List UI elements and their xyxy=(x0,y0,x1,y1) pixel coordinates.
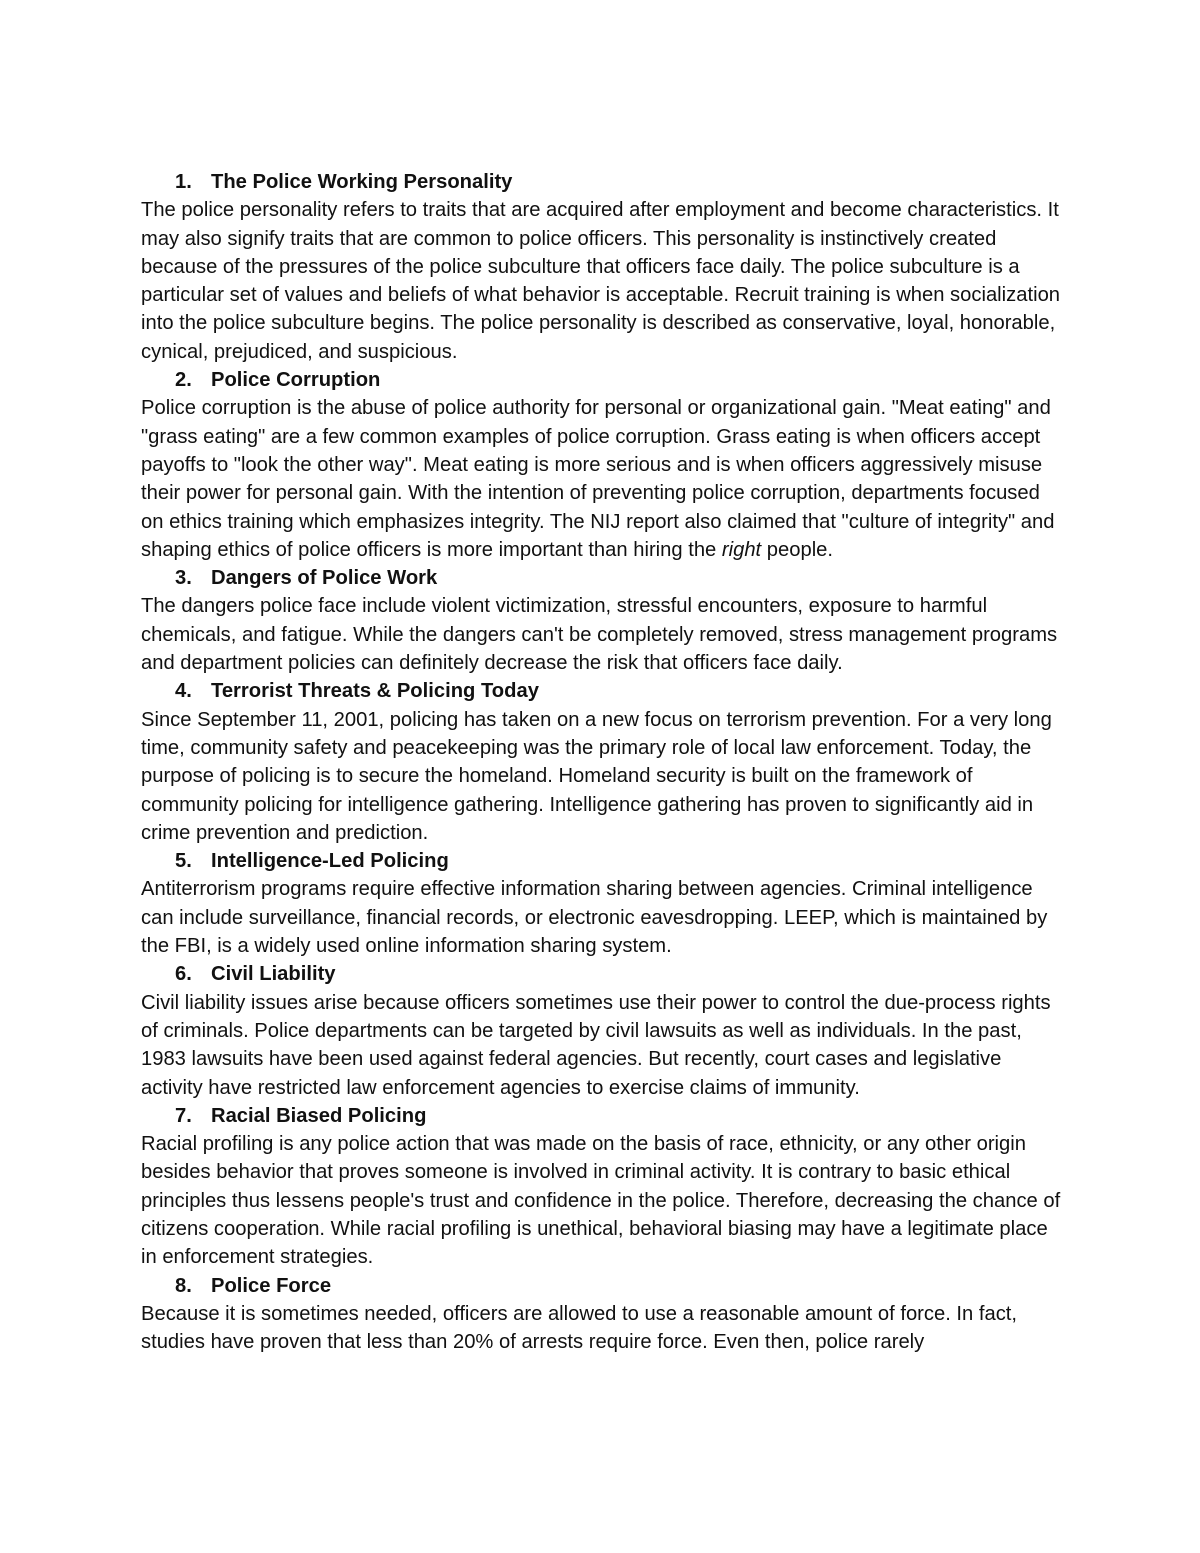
paragraph-text: Police corruption is the abuse of police authority for personal or organizational gain. "Meat eating" and "grass eating" are a few common examples of police corruption. Grass eating is when officers accept payoffs to "look the other way". Meat eating is more serious and is when officers aggressively misuse their power for personal gain. With the intention of preventing police corruption, departments focused on ethics training which emphasizes integrity. The NIJ report also claimed that "culture of integrity" and shaping ethics of police officers is more important than hiring the xyxy=(141,397,1055,561)
section-title: Police Corruption xyxy=(211,369,381,392)
section-number: 8. xyxy=(175,1274,192,1297)
section-heading xyxy=(141,366,1066,394)
section-number: 6. xyxy=(175,963,192,986)
section-title: Racial Biased Policing xyxy=(211,1104,427,1127)
section-title: Police Force xyxy=(211,1274,332,1297)
section-number: 3. xyxy=(175,567,192,590)
paragraph-text: people. xyxy=(761,538,834,561)
section-heading xyxy=(141,1272,1066,1300)
section-title: Dangers of Police Work xyxy=(211,567,438,590)
section-title: Terrorist Threats & Policing Today xyxy=(211,680,539,703)
section-heading xyxy=(141,1102,1066,1130)
section-title: Civil Liability xyxy=(211,963,336,986)
section-number: 2. xyxy=(175,369,192,392)
section-title: The Police Working Personality xyxy=(211,171,513,193)
section-number: 1. xyxy=(175,171,192,193)
document-page xyxy=(141,168,1066,1356)
section-paragraph: Because it is sometimes needed, officers are allowed to use a reasonable amount of force. In fact, studies have proven that less than 20% of arrests require force. Even then, police rarely xyxy=(141,1302,1018,1354)
section-paragraph xyxy=(141,394,1066,564)
section-paragraph: Civil liability issues arise because officers sometimes use their power to control the due-process rights of criminals. Police departments can be targeted by civil lawsuits as well as individuals. In the past, 1983 lawsuits have been used against federal agencies. But recently, court cases and legislative activity have restricted law enforcement agencies to exercise claims of immunity. xyxy=(141,991,1051,1099)
section-paragraph: Racial profiling is any police action that was made on the basis of race, ethnicity, or any other origin besides behavior that proves someone is involved in criminal activity. It is contrary to basic ethical principles thus lessens people's trust and confidence in the police. Therefore, decreasing the chance of citizens cooperation. While racial profiling is unethical, behavioral biasing may have a legitimate place in enforcement strategies. xyxy=(141,1133,1061,1269)
section-number: 5. xyxy=(175,850,192,873)
section-paragraph: The dangers police face include violent victimization, stressful encounters, exposure to harmful chemicals, and fatigue. While the dangers can't be completely removed, stress management programs and department policies can definitely decrease the risk that officers face daily. xyxy=(141,595,1058,675)
section-title: Intelligence-Led Policing xyxy=(211,850,449,873)
section-paragraph: The police personality refers to traits that are acquired after employment and become characteristics. It may also signify traits that are common to police officers. This personality is instinctively created because of the pressures of the police subculture that officers face daily. The police subculture is a particular set of values and beliefs of what behavior is acceptable. Recruit training is when socialization into the police subculture begins. The police personality is described as conservative, loyal, honorable, cynical, prejudiced, and suspicious. xyxy=(141,199,1061,363)
section-heading xyxy=(141,847,1066,875)
section-heading xyxy=(141,564,1066,592)
section-paragraph: Since September 11, 2001, policing has taken on a new focus on terrorism prevention. For a very long time, community safety and peacekeeping was the primary role of local law enforcement. Today, the purpose of policing is to secure the homeland. Homeland security is built on the framework of community policing for intelligence gathering. Intelligence gathering has proven to significantly aid in crime prevention and prediction. xyxy=(141,708,1052,844)
section-heading xyxy=(141,677,1066,705)
section-number: 7. xyxy=(175,1104,192,1127)
section-paragraph: Antiterrorism programs require effective information sharing between agencies. Criminal intelligence can include surveillance, financial records, or electronic eavesdropping. LEEP, which is maintained by the FBI, is a widely used online information sharing system. xyxy=(141,878,1048,958)
section-number: 4. xyxy=(175,680,192,703)
section-heading xyxy=(141,960,1066,988)
section-heading xyxy=(141,168,1066,196)
italic-text: right xyxy=(721,538,762,561)
